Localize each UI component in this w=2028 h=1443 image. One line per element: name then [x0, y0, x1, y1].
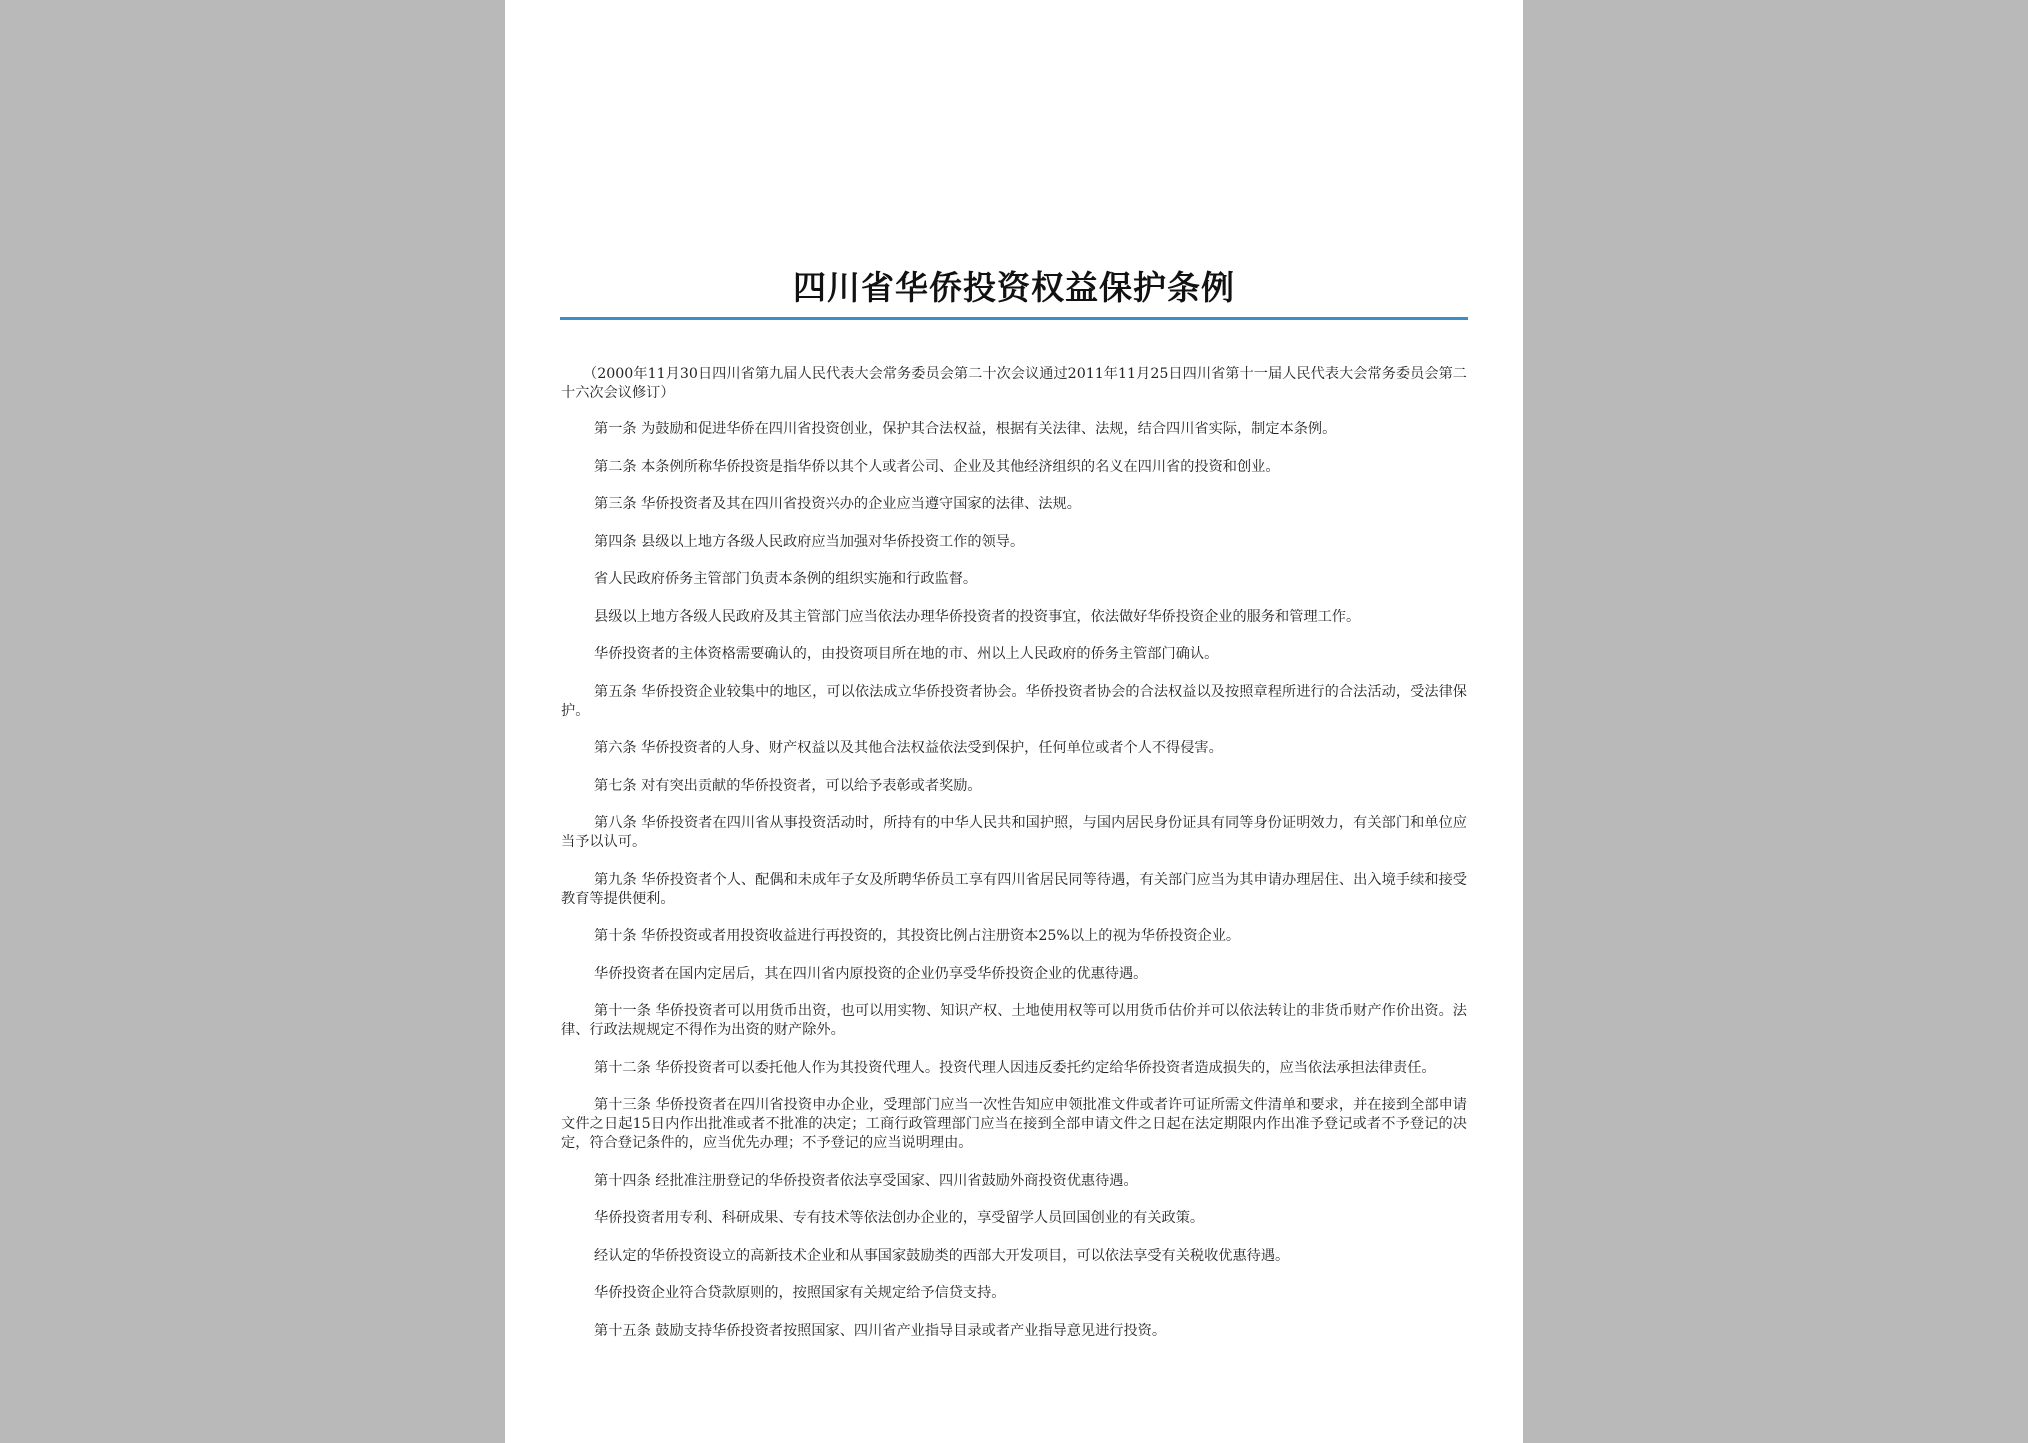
document-page: [505, 0, 1523, 1443]
article-paragraph: 县级以上地方各级人民政府及其主管部门应当依法办理华侨投资者的投资事宜，依法做好华侨投资企业的服务和管理工作。: [594, 608, 1361, 625]
article-paragraph: 第一条 为鼓励和促进华侨在四川省投资创业，保护其合法权益，根据有关法律、法规，结合四川省实际，制定本条例。: [594, 421, 1337, 437]
document-title: 四川省华侨投资权益保护条例: [793, 268, 1235, 307]
article-paragraph: 第五条 华侨投资企业较集中的地区，可以依法成立华侨投资者协会。华侨投资者协会的合法权益以及按照章程所进行的合法活动，受法律保护。: [561, 683, 1467, 719]
article-paragraph: 第九条 华侨投资者个人、配偶和未成年子女及所聘华侨员工享有四川省居民同等待遇，有关部门应当为其申请办理居住、出入境手续和接受教育等提供便利。: [561, 871, 1467, 907]
article-paragraph: 省人民政府侨务主管部门负责本条例的组织实施和行政监督。: [594, 571, 978, 587]
title-underline: [560, 317, 1468, 320]
article-paragraph: 第六条 华侨投资者的人身、财产权益以及其他合法权益依法受到保护，任何单位或者个人不得侵害。: [594, 740, 1223, 756]
article-paragraph: 第二条 本条例所称华侨投资是指华侨以其个人或者公司、企业及其他经济组织的名义在四川省的投资和创业。: [594, 458, 1280, 475]
article-paragraph: 第十二条 华侨投资者可以委托他人作为其投资代理人。投资代理人因违反委托约定给华侨投资者造成损失的，应当依法承担法律责任。: [594, 1059, 1436, 1076]
article-paragraph: 华侨投资者在国内定居后，其在四川省内原投资的企业仍享受华侨投资企业的优惠待遇。: [594, 965, 1148, 982]
article-paragraph: 第八条 华侨投资者在四川省从事投资活动时，所持有的中华人民共和国护照，与国内居民身份证具有同等身份证明效力，有关部门和单位应当予以认可。: [561, 815, 1467, 850]
article-paragraph: 第十条 华侨投资或者用投资收益进行再投资的，其投资比例占注册资本25%以上的视为华侨投资企业。: [594, 928, 1241, 944]
document-body: [561, 365, 1467, 1359]
article-paragraph: 第十三条 华侨投资者在四川省投资申办企业，受理部门应当一次性告知应申领批准文件或者许可证所需文件清单和要求，并在接到全部申请文件之日起15日内作出批准或者不批准的决定；工商行政管理部门应当在接到全部申请文件之日起在法定期限内作出准予登记或者不予登记的决定，符合登记条件的，应当优先办理；不予登记的应当说明理由。: [561, 1097, 1467, 1151]
article-paragraph: 第十一条 华侨投资者可以用货币出资，也可以用实物、知识产权、土地使用权等可以用货币估价并可以依法转让的非货币财产作价出资。法律、行政法规规定不得作为出资的财产除外。: [561, 1003, 1467, 1038]
article-paragraph: 第三条 华侨投资者及其在四川省投资兴办的企业应当遵守国家的法律、法规。: [594, 496, 1081, 512]
article-paragraph: 华侨投资者的主体资格需要确认的，由投资项目所在地的市、州以上人民政府的侨务主管部门确认。: [594, 646, 1219, 662]
article-paragraph: 经认定的华侨投资设立的高新技术企业和从事国家鼓励类的西部大开发项目，可以依法享受有关税收优惠待遇。: [594, 1247, 1290, 1264]
article-paragraph: 第七条 对有突出贡献的华侨投资者，可以给予表彰或者奖励。: [594, 777, 982, 794]
article-paragraph: 第四条 县级以上地方各级人民政府应当加强对华侨投资工作的领导。: [594, 533, 1025, 550]
article-paragraph: 华侨投资企业符合贷款原则的，按照国家有关规定给予信贷支持。: [594, 1285, 1006, 1301]
article-paragraph: 第十五条 鼓励支持华侨投资者按照国家、四川省产业指导目录或者产业指导意见进行投资。: [594, 1322, 1167, 1339]
revision-note: （2000年11月30日四川省第九届人民代表大会常务委员会第二十次会议通过2011年11月25日四川省第十一届人民代表大会常务委员会第二十六次会议修订）: [561, 366, 1467, 401]
article-paragraph: 第十四条 经批准注册登记的华侨投资者依法享受国家、四川省鼓励外商投资优惠待遇。: [594, 1172, 1138, 1189]
article-paragraph: 华侨投资者用专利、科研成果、专有技术等依法创办企业的，享受留学人员回国创业的有关政策。: [594, 1210, 1205, 1226]
